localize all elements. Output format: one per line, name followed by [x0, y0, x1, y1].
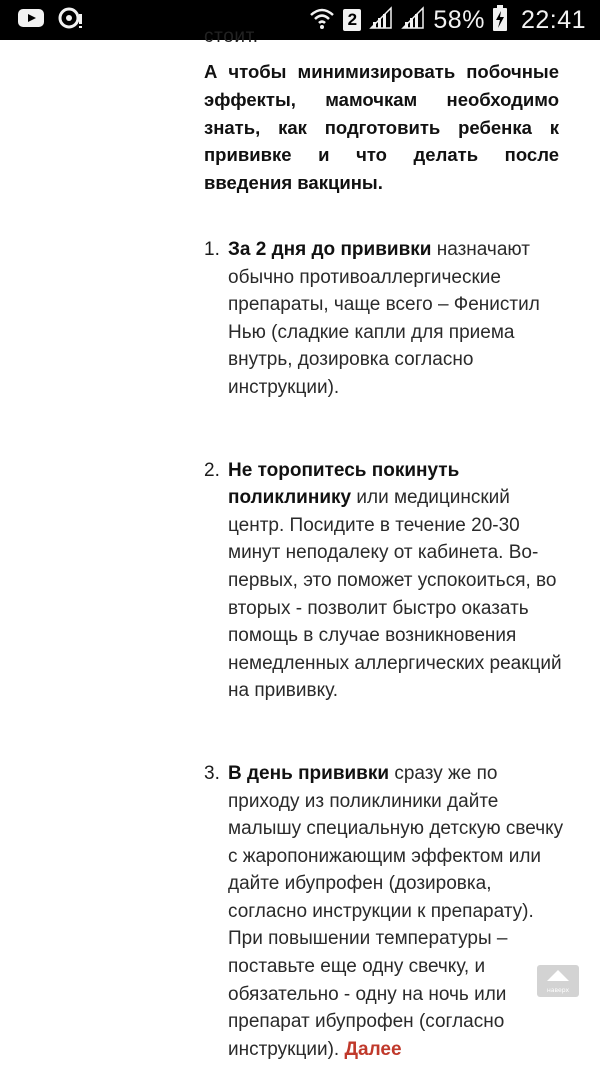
list-number: 3.	[204, 762, 220, 784]
download-icon	[58, 7, 84, 34]
list-item-body: назначают обычно противоаллергические препараты, чаще всего – Фенистил Нью (сладкие капли для приема внутрь, дозировка согласно инструкции).	[228, 239, 540, 398]
battery-percentage: 58%	[433, 5, 485, 34]
status-bar-left	[18, 7, 98, 34]
list-item	[204, 760, 564, 1064]
battery-charging-icon	[493, 5, 507, 36]
intro-paragraph: А чтобы минимизировать побочные эффекты, мамочкам необходимо знать, как подготовить ребенка к прививке и что делать после введения вакцины.	[204, 61, 559, 194]
list-item	[204, 457, 564, 705]
list-item-body: сразу же по приходу из поликлиники дайте малышу специальную детскую свечку с жаропонижающим эффектом или дайте ибупрофен (дозировка, согласно инструкции к препарату). При повышении температуры – поставьте еще одну свечку, и обязательно - одну на ночь или препарат ибупрофен (согласно инструкции).	[228, 762, 564, 1060]
list-item-highlight: Далее	[344, 1038, 402, 1060]
sim-2-icon: 2	[343, 9, 361, 31]
status-bar	[0, 0, 600, 40]
article-content[interactable]	[0, 26, 600, 1065]
status-bar-right	[301, 5, 586, 36]
list-item-text	[228, 457, 564, 705]
list-number: 2.	[204, 459, 220, 481]
list-item-bold: В день прививки	[228, 762, 390, 784]
arrow-up-icon	[547, 968, 569, 986]
list-item-bold: За 2 дня до прививки	[228, 239, 432, 260]
list-item	[204, 236, 564, 402]
youtube-icon	[18, 8, 44, 33]
wifi-icon	[309, 6, 335, 35]
list-item-body: или медицинский центр. Посидите в течение 20-30 минут неподалеку от кабинета. Во-первых, это поможет успокоиться, во вторых - позволит быстро оказать помощь в случае возникновения немедленных аллергических реакций на прививку.	[228, 487, 562, 702]
scroll-to-top-label: наверх	[546, 987, 570, 994]
signal-icon	[401, 6, 425, 35]
clipped-text: стоит.	[204, 26, 259, 47]
clock: 22:41	[520, 5, 586, 34]
list-item-text	[228, 236, 564, 402]
list-item-bold: Не торопитесь покинуть поликлинику	[228, 459, 460, 509]
signal-icon	[369, 6, 393, 35]
scroll-to-top-button[interactable]	[537, 965, 579, 997]
list-number: 1.	[204, 239, 220, 260]
steps-list	[204, 236, 564, 1063]
list-item-text	[228, 760, 564, 1064]
